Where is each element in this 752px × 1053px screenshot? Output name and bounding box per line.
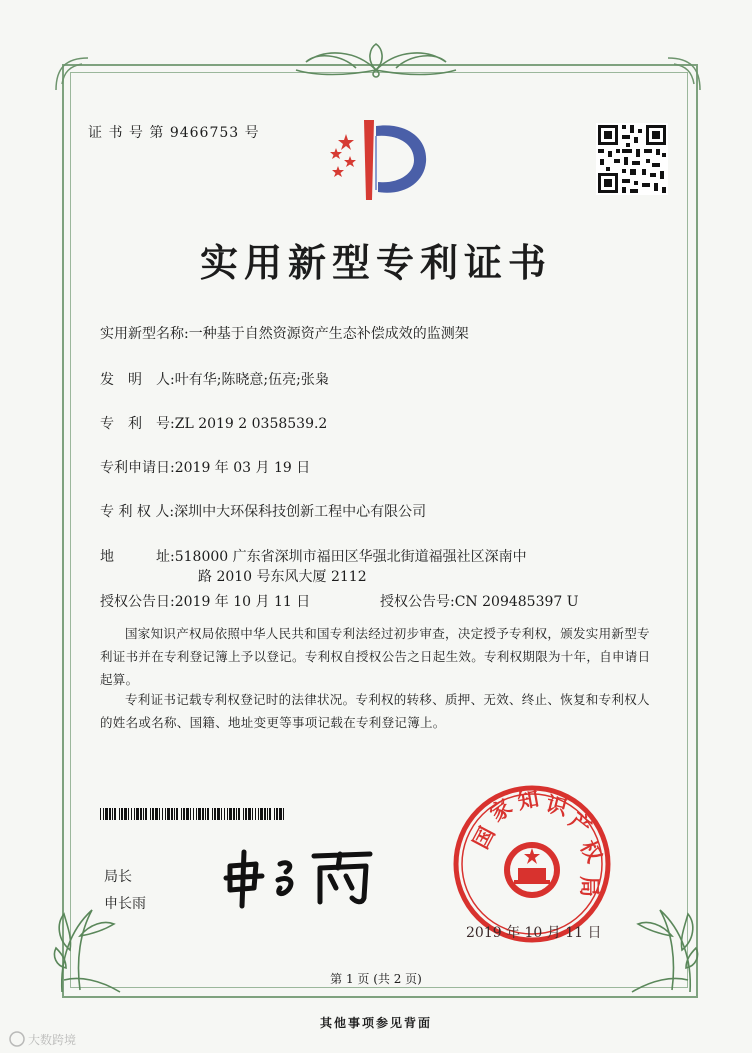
field-label: 授权公告号: bbox=[380, 594, 455, 610]
field-label: 发 明 人: bbox=[100, 372, 175, 388]
svg-text:权: 权 bbox=[575, 836, 607, 867]
certificate-number-value: 9466753 bbox=[169, 125, 240, 141]
barcode-bar bbox=[243, 808, 244, 820]
field-address-continued: 路 2010 号东风大厦 2112 bbox=[198, 569, 367, 585]
barcode-bar bbox=[198, 808, 201, 820]
barcode-bar bbox=[248, 808, 251, 820]
barcode-bar bbox=[190, 808, 191, 820]
barcode-bar bbox=[212, 808, 213, 820]
statement-paragraph-1: 国家知识产权局依照中华人民共和国专利法经过初步审查，决定授予专利权，颁发实用新型专利证书并在专利登记簿上予以登记。专利权自授权公告之日起生效。专利权期限为十年，自申请日起算。 bbox=[100, 626, 651, 687]
corner-ornament-top-left bbox=[52, 54, 92, 94]
barcode-bar bbox=[238, 808, 240, 820]
qr-code bbox=[596, 123, 668, 195]
barcode-bar bbox=[109, 808, 111, 820]
field-label: 专 利 号: bbox=[100, 416, 175, 432]
barcode-bar bbox=[134, 808, 135, 820]
barcode-bar bbox=[176, 808, 178, 820]
barcode-bar bbox=[150, 808, 151, 820]
field-label: 地 址: bbox=[100, 549, 175, 565]
barcode-bar bbox=[227, 808, 228, 820]
barcode-bar bbox=[103, 808, 104, 820]
barcode-bar bbox=[124, 808, 127, 820]
barcode-bar bbox=[207, 808, 209, 820]
director-name: 申长雨 bbox=[104, 895, 146, 911]
field-patentee bbox=[100, 501, 426, 521]
barcode-bar bbox=[252, 808, 253, 820]
barcode-bar bbox=[236, 808, 237, 820]
watermark-logo bbox=[8, 1030, 98, 1048]
field-value: 518000 广东省深圳市福田区华强北街道福强社区深南中 bbox=[174, 549, 527, 565]
barcode-bar bbox=[145, 808, 147, 820]
barcode-bar bbox=[202, 808, 204, 820]
barcode-bar bbox=[167, 808, 170, 820]
certificate-number-label: 证 书 号 第 bbox=[88, 125, 165, 141]
barcode bbox=[100, 808, 288, 820]
barcode-bar bbox=[155, 808, 158, 820]
barcode-bar bbox=[152, 808, 154, 820]
statement-paragraph-2: 专利证书记载专利权登记时的法律状况。专利权的转移、质押、无效、终止、恢复和专利权人的姓名或名称、国籍、地址变更等事项记载在专利登记簿上。 bbox=[100, 692, 650, 730]
handwritten-signature bbox=[222, 846, 380, 910]
svg-text:国: 国 bbox=[468, 822, 500, 853]
field-value: 一种基于自然资源资产生态补偿成效的监测架 bbox=[188, 326, 469, 342]
field-utility-model-name bbox=[100, 323, 469, 343]
barcode-bar bbox=[143, 808, 144, 820]
barcode-bar bbox=[159, 808, 160, 820]
barcode-bar bbox=[221, 808, 222, 820]
barcode-bar bbox=[140, 808, 142, 820]
barcode-bar bbox=[224, 808, 225, 820]
barcode-bar bbox=[100, 808, 101, 820]
barcode-bar bbox=[283, 808, 284, 820]
official-seal bbox=[452, 784, 612, 944]
barcode-bar bbox=[183, 808, 185, 820]
barcode-bar bbox=[174, 808, 175, 820]
field-grant-number bbox=[380, 591, 579, 611]
field-value: ZL 2019 2 0358539.2 bbox=[174, 416, 328, 432]
barcode-bar bbox=[267, 808, 268, 820]
barcode-bar bbox=[214, 808, 216, 820]
svg-text:家: 家 bbox=[485, 794, 517, 827]
barcode-bar bbox=[119, 808, 120, 820]
seal-date: 2019 年 10 月 11 日 bbox=[466, 925, 602, 941]
field-value: CN 209485397 U bbox=[454, 594, 579, 610]
field-patent-number bbox=[100, 413, 327, 433]
field-grant-date bbox=[100, 591, 310, 611]
back-note: 其他事项参见背面 bbox=[319, 1016, 432, 1030]
barcode-bar bbox=[245, 808, 247, 820]
field-label: 授权公告日: bbox=[100, 594, 175, 610]
barcode-bar bbox=[258, 808, 259, 820]
svg-text:知: 知 bbox=[515, 786, 541, 814]
barcode-bar bbox=[264, 808, 266, 820]
barcode-bar bbox=[276, 808, 278, 820]
corner-ornament-top-right bbox=[664, 54, 704, 94]
top-ornament bbox=[286, 40, 466, 86]
svg-text:大数跨境: 大数跨境 bbox=[28, 1033, 77, 1047]
svg-text:产: 产 bbox=[564, 808, 596, 840]
barcode-bar bbox=[274, 808, 275, 820]
barcode-bar bbox=[112, 808, 113, 820]
barcode-bar bbox=[165, 808, 166, 820]
field-value: 2019 年 10 月 11 日 bbox=[174, 594, 311, 610]
barcode-bar bbox=[131, 808, 132, 820]
field-label: 专利申请日: bbox=[100, 460, 175, 476]
barcode-bar bbox=[186, 808, 189, 820]
svg-text:识: 识 bbox=[543, 791, 570, 821]
barcode-bar bbox=[171, 808, 173, 820]
field-label: 专 利 权 人: bbox=[100, 504, 175, 520]
barcode-bar bbox=[105, 808, 108, 820]
field-address bbox=[100, 546, 527, 566]
barcode-bar bbox=[121, 808, 123, 820]
director-title: 局长 bbox=[104, 868, 132, 884]
barcode-bar bbox=[233, 808, 235, 820]
barcode-bar bbox=[279, 808, 282, 820]
barcode-bar bbox=[217, 808, 220, 820]
barcode-bar bbox=[114, 808, 116, 820]
barcode-bar bbox=[255, 808, 256, 820]
svg-text:局: 局 bbox=[577, 876, 601, 897]
certificate-number bbox=[88, 122, 260, 142]
field-inventor bbox=[100, 369, 329, 389]
field-value: 深圳中大环保科技创新工程中心有限公司 bbox=[174, 504, 427, 520]
barcode-bar bbox=[260, 808, 263, 820]
field-filing-date bbox=[100, 457, 310, 477]
barcode-bar bbox=[269, 808, 271, 820]
barcode-bar bbox=[193, 808, 194, 820]
cnipa-logo bbox=[320, 112, 440, 208]
barcode-bar bbox=[229, 808, 232, 820]
barcode-bar bbox=[205, 808, 206, 820]
field-value: 叶有华;陈晓意;伍亮;张枭 bbox=[174, 372, 329, 388]
barcode-bar bbox=[196, 808, 197, 820]
barcode-bar bbox=[136, 808, 139, 820]
field-value: 2019 年 03 月 19 日 bbox=[174, 460, 311, 476]
certificate-number-suffix: 号 bbox=[244, 125, 260, 141]
certificate-title: 实用新型专利证书 bbox=[199, 240, 552, 285]
barcode-bar bbox=[128, 808, 129, 820]
page-number: 第 1 页 (共 2 页) bbox=[330, 972, 422, 986]
barcode-bar bbox=[162, 808, 163, 820]
barcode-bar bbox=[181, 808, 182, 820]
field-label: 实用新型名称: bbox=[100, 326, 189, 342]
